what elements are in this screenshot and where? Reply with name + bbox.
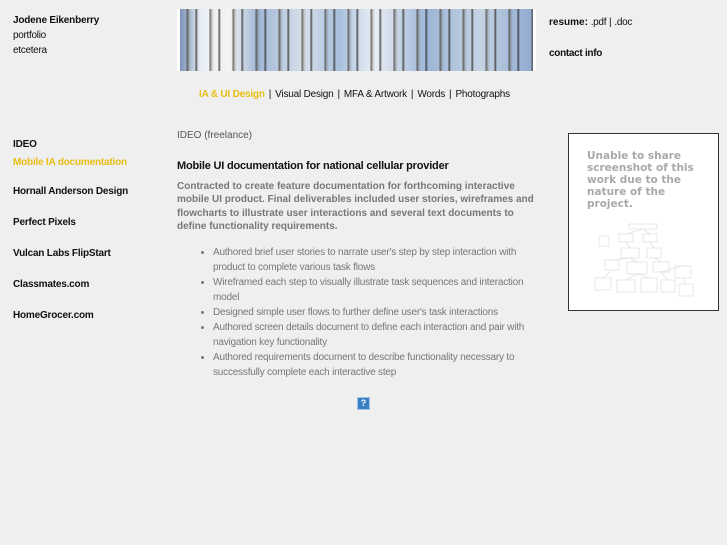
project-perfect-pixels[interactable]: Perfect Pixels <box>13 217 76 228</box>
nav-separator: | <box>449 89 452 100</box>
list-item: • Designed simple user flows to further define user's task interactions <box>213 305 537 320</box>
nav-words[interactable]: Words <box>417 89 446 100</box>
main-nav <box>199 89 510 101</box>
list-item: • Wireframed each step to visually illustrate task sequences and interaction model <box>213 275 537 305</box>
etcetera-link[interactable]: etcetera <box>13 45 47 56</box>
list-item: • Authored brief user stories to narrate user's step by step interaction with product to complete various task flows <box>213 245 537 275</box>
header-links <box>549 15 632 61</box>
project-vulcan-labs[interactable]: Vulcan Labs FlipStart <box>13 248 111 259</box>
project-hornall-anderson[interactable]: Hornall Anderson Design <box>13 186 129 197</box>
flowchart-watermark-icon <box>591 222 701 302</box>
nav-separator: | <box>410 89 414 100</box>
screenshot-placeholder <box>568 133 719 311</box>
contact-info-link[interactable]: contact info <box>549 48 603 59</box>
project-homegrocer[interactable]: HomeGrocer.com <box>13 310 94 321</box>
resume-doc-link[interactable]: .doc <box>614 17 633 28</box>
resume-label: resume: <box>549 17 588 28</box>
project-classmates[interactable]: Classmates.com <box>13 279 90 290</box>
project-ideo[interactable]: IDEO <box>13 139 37 150</box>
broken-image-help-icon[interactable]: ? <box>357 397 370 410</box>
nav-separator: | <box>337 89 340 100</box>
list-item: • Authored requirements document to describe functionality necessary to successfully complete each interactive step <box>213 350 537 380</box>
resume-separator: | <box>608 17 612 28</box>
nav-photographs[interactable]: Photographs <box>455 89 510 100</box>
nav-ia-ui-design[interactable]: IA & UI Design <box>199 89 265 100</box>
nav-visual-design[interactable]: Visual Design <box>275 89 334 100</box>
header-banner-image <box>177 9 536 71</box>
portfolio-link[interactable]: portfolio <box>13 30 46 41</box>
site-brand <box>13 13 99 58</box>
client-label: IDEO (freelance) <box>177 130 253 141</box>
project-title: Mobile UI documentation for national cellular provider <box>177 160 449 172</box>
resume-pdf-link[interactable]: .pdf <box>590 17 607 28</box>
project-content <box>177 130 537 380</box>
list-item: • Authored screen details document to define each interaction and pair with navigation key functionality <box>213 320 537 350</box>
deliverables-list <box>177 245 537 380</box>
project-description: Contracted to create feature documentation for forthcoming interactive mobile UI product. Final deliverables included user stories, wireframes and flowcharts to illustrate user interactions and several text documents to define functionality requirements. <box>177 181 534 232</box>
site-owner-name: Jodene Eikenberry <box>13 15 100 26</box>
project-mobile-ia-documentation[interactable]: Mobile IA documentation <box>13 157 127 168</box>
nav-mfa-artwork[interactable]: MFA & Artwork <box>343 89 407 100</box>
placeholder-message: Unable to share screenshot of this work due to the nature of the project. <box>587 150 694 210</box>
nav-separator: | <box>268 89 272 100</box>
